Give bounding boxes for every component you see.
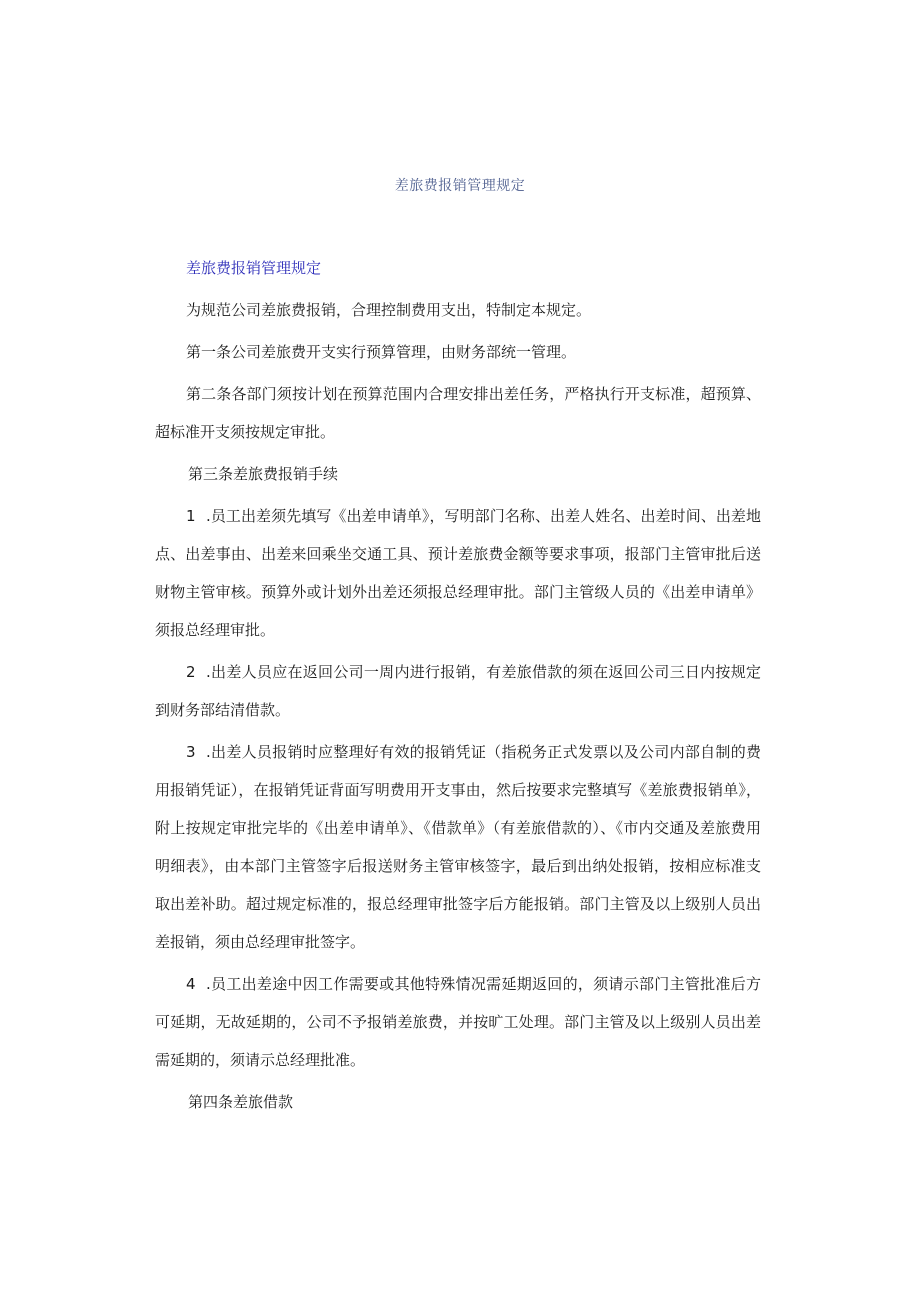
list-item — [155, 733, 761, 961]
page-header-title: 差旅费报销管理规定 — [394, 178, 526, 194]
list-item — [155, 965, 761, 1079]
list-item-text: .员工出差途中因工作需要或其他特殊情况需延期返回的，须请示部门主管批准后方可延期，无故延期的，公司不予报销差旅费，并按旷工处理。部门主管及以上级别人员出差需延期的，须请示总经理批准。 — [155, 975, 761, 1069]
list-item-number: 3 — [186, 743, 196, 761]
list-item-text: .员工出差须先填写《出差申请单》，写明部门名称、出差人姓名、出差时间、出差地点、出差事由、出差来回乘坐交通工具、预计差旅费金额等要求事项，报部门主管审批后送财物主管审核。预算外或计划外出差还须报总经理审批。部门主管级人员的《出差申请单》须报总经理审批。 — [155, 507, 761, 639]
article-2: 第二条各部门须按计划在预算范围内合理安排出差任务，严格执行开支标准，超预算、超标准开支须按规定审批。 — [155, 385, 761, 441]
list-item-number: 2 — [186, 663, 196, 681]
article-4-title: 第四条差旅借款 — [188, 1093, 294, 1111]
article-1: 第一条公司差旅费开支实行预算管理，由财务部统一管理。 — [186, 343, 577, 361]
list-item-text: .出差人员报销时应整理好有效的报销凭证（指税务正式发票以及公司内部自制的费用报销凭证），在报销凭证背面写明费用开支事由，然后按要求完整填写《差旅费报销单》，附上按规定审批完毕的《出差申请单》、《借款单》（有差旅借款的）、《市内交通及差旅费用明细表》，由本部门主管签字后报送财务主管审核签字，最后到出纳处报销，按相应标准支取出差补助。超过规定标准的，报总经理审批签字后方能报销。部门主管及以上级别人员出差报销，须由总经理审批签字。 — [155, 743, 761, 951]
list-item — [155, 497, 761, 649]
list-item-number: 1 — [186, 507, 196, 525]
intro-paragraph: 为规范公司差旅费报销，合理控制费用支出，特制定本规定。 — [186, 301, 592, 319]
list-item-number: 4 — [186, 975, 196, 993]
list-item-text: .出差人员应在返回公司一周内进行报销，有差旅借款的须在返回公司三日内按规定到财务部结清借款。 — [155, 663, 761, 719]
document-title: 差旅费报销管理规定 — [186, 259, 322, 277]
list-item — [155, 653, 761, 729]
article-3-title: 第三条差旅费报销手续 — [188, 465, 339, 483]
document-body — [155, 249, 761, 1125]
